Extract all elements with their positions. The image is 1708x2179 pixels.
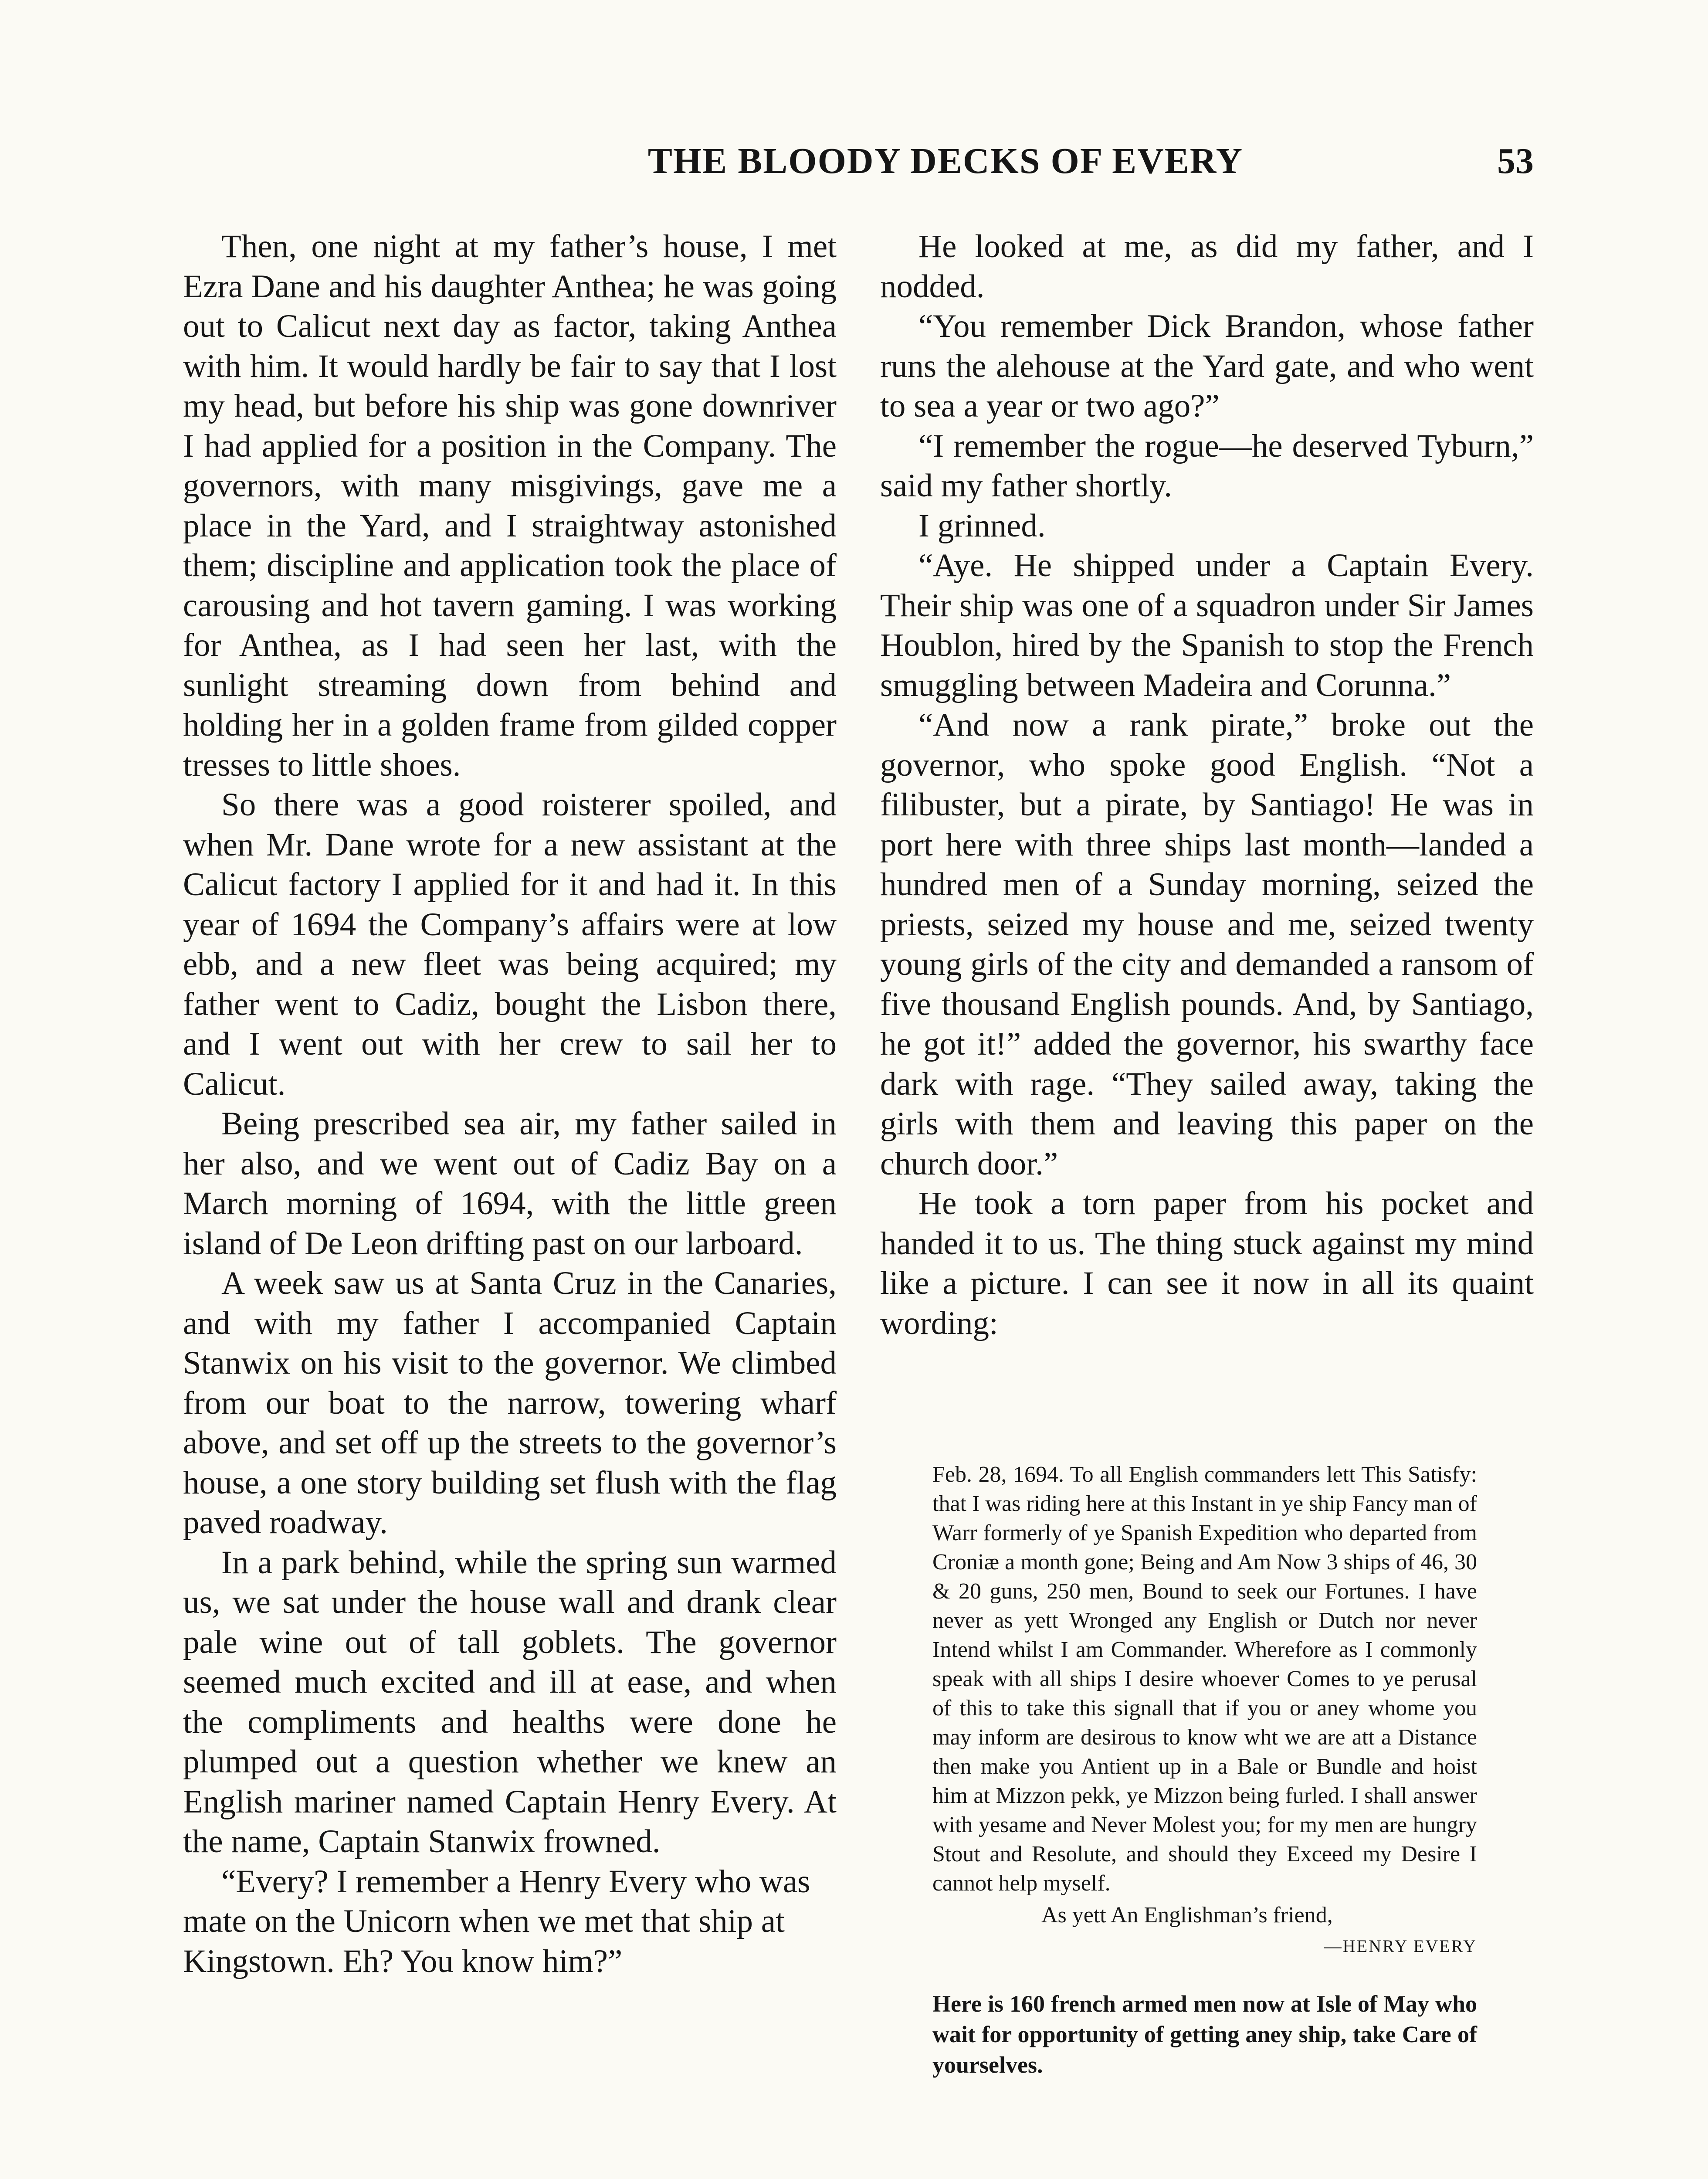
- paragraph: In a park behind, while the spring sun warmed us, we sat under the house wall and drank clear pale wine out of tall goblets. The governor seemed much excited and ill at ease, and when the compliments and healths were done he plumped out a question whether we knew an English mariner named Captain Henry Every. At the name, Captain Stanwix frowned.: [183, 1544, 837, 1860]
- paragraph: He looked at me, as did my father, and I nodded.: [880, 228, 1534, 305]
- notice-signoff: As yett An Englishman’s friend,: [1041, 1903, 1333, 1928]
- paragraph: “I remember the rogue—he deserved Tyburn,” said my father shortly.: [880, 428, 1534, 504]
- paragraph: “And now a rank pirate,” broke out the governor, who spoke good English. “Not a filibuster, but a pirate, by Santiago! He was in port here with three ships last month—landed a hundred men of a Sunday morning, seized the priests, seized my house and me, seized twenty young girls of the city and demanded a ransom of five thousand English pounds. And, by Santiago, he got it!” added the governor, his swarthy face dark with rage. “They sailed away, taking the girls with them and leaving this paper on the church door.”: [880, 707, 1534, 1182]
- notice-signature: —HENRY EVERY: [1324, 1936, 1477, 1956]
- left-column: [183, 227, 837, 1981]
- notice-body: Feb. 28, 1694. To all English commanders lett This Satisfy: that I was riding here at this Instant in ye ship Fancy man of Warr formerly of ye Spanish Expedition who departed from Croniæ a month gone; Being and Am Now 3 ships of 46, 30 & 20 guns, 250 men, Bound to seek our Fortunes. I have never as yett Wronged any English or Dutch nor never Intend whilst I am Commander. Wherefore as I commonly speak with all ships I desire whoever Comes to ye perusal of this to take this signall that if you or aney whome you may inform are desirous to know wht we are att a Distance then make you Antient up in a Bale or Bundle and hoist him at Mizzon pekk, ye Mizzon being furled. I shall answer with yesame and Never Molest you; for my men are hungry Stout and Resolute, and should they Exceed my Desire I cannot help myself.: [932, 1462, 1477, 1896]
- paragraph: “Aye. He shipped under a Captain Every. Their ship was one of a squadron under Sir James Houblon, hired by the Spanish to stop the French smuggling between Madeira and Corunna.”: [880, 547, 1534, 703]
- paragraph: I grinned.: [918, 507, 1046, 544]
- paragraph: Then, one night at my father’s house, I met Ezra Dane and his daughter Anthea; he was going out to Calicut next day as factor, taking Anthea with him. It would hardly be fair to say that I lost my head, but before his ship was gone downriver I had applied for a position in the Company. The governors, with many misgivings, gave me a place in the Yard, and I straightway astonished them; discipline and application took the place of carousing and hot tavern gaming. I was working for Anthea, as I had seen her last, with the sunlight streaming down from behind and holding her in a golden frame from gilded copper tresses to little shoes.: [183, 228, 837, 783]
- paragraph: A week saw us at Santa Cruz in the Canaries, and with my father I accompanied Captain Stanwix on his visit to the governor. We climbed from our boat to the narrow, towering wharf above, and set off up the streets to the governor’s house, a one story building set flush with the flag paved roadway.: [183, 1265, 837, 1541]
- right-column: [880, 227, 1534, 1343]
- paragraph: Being prescribed sea air, my father sailed in her also, and we went out of Cadiz Bay on a March morning of 1694, with the little green island of De Leon drifting past on our larboard.: [183, 1106, 837, 1262]
- running-head: THE BLOODY DECKS OF EVERY: [647, 141, 1244, 181]
- paragraph: “Every? I remember a Henry Every who was mate on the Unicorn when we met that ship at Kingstown. Eh? You know him?”: [183, 1863, 810, 1979]
- paragraph: So there was a good roisterer spoiled, and when Mr. Dane wrote for a new assistant at the Calicut factory I applied for it and had it. In this year of 1694 the Company’s affairs were at low ebb, and a new fleet was being acquired; my father went to Cadiz, bought the Lisbon there, and I went out with her crew to sail her to Calicut.: [183, 787, 837, 1102]
- paragraph: He took a torn paper from his pocket and handed it to us. The thing stuck against my mind like a picture. I can see it now in all its quaint wording:: [880, 1185, 1534, 1341]
- paragraph: “You remember Dick Brandon, whose father runs the alehouse at the Yard gate, and who went to sea a year or two ago?”: [880, 308, 1534, 424]
- page-header: [174, 131, 1534, 192]
- pirate-notice: [932, 1460, 1477, 2080]
- page-number: 53: [1497, 141, 1534, 181]
- notice-postscript: Here is 160 french armed men now at Isle of May who wait for opportunity of getting aney ship, take Care of yourselves.: [932, 1991, 1477, 2078]
